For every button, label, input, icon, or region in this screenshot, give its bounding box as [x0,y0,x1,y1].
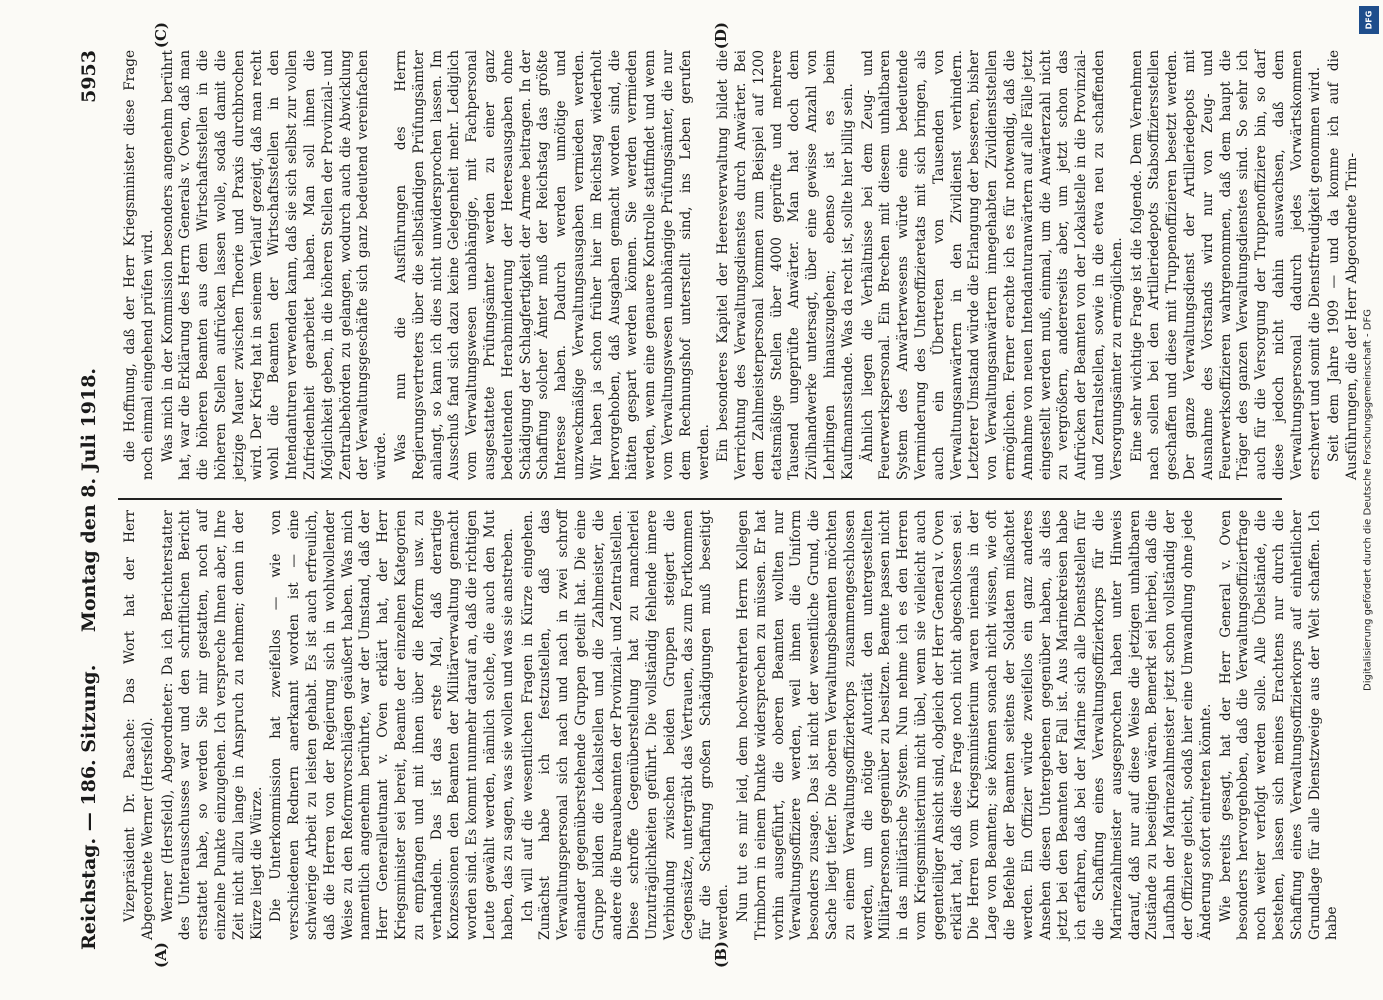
margin-mark-d: (D) [711,22,730,50]
running-head-date: Montag den 8. Juli 1918. [77,367,100,633]
digitization-footer-text: Digitalisierung gefördert durch die Deutsche Forschungsgemeinschaft - DFG [1362,308,1374,692]
paragraph: Was nun die Ausführungen des Herrn Regierungsvertreters über die selbständigen Prüfungsämter anlangt, so kann ich dies nicht unwidersprochen lassen. Im Ausschuß fand sich dazu keine Gelegenheit mehr. Lediglich vom Verwaltungswesen unabhängige, mit Fachpersonal ausgestattete Prüfungsämter werden zu einer ganz bedeutenden Herabminderung der Heeresausgaben ohne Schädigung der Schlagfertigkeit der Armee beitragen. In der Schaffung solcher Ämter muß der Reichstag das größte Interesse haben. Dadurch werden unnötige und unzweckmäßige Verwaltungsausgaben vermieden werden. Wir haben ja schon früher hier im Reichstag wiederholt hervorgehoben, daß Ausgaben gemacht worden sind, die hätten gespart werden können. Sie werden vermieden werden, wenn eine genauere Kontrolle stattfindet und wenn vom Verwaltungswesen unabhängige Prüfungsämter, die nur dem Rechnungshof unterstellt sind, ins Leben gerufen werden. [392,50,711,480]
running-head-left: Reichstag. — 186. Sitzung. [77,664,100,950]
margin-mark-a: (A) [151,942,170,968]
paragraph: Ein besonderes Kapitel der Heeresverwaltung bildet die Verrichtung des Verwaltungsdienstes durch Anwärter. Bei dem Zahlmeisterpersonal kommen zum Beispiel auf 1200 etatsmäßige Stellen über 4000 geprüfte und mehrere Tausend ungeprüfte Anwärter. Man hat doch dem Zivilhandwerke untersagt, über eine gewisse Anzahl von Lehrlingen hinauszugehen; ebenso ist es beim Kaufmannsstande. Was da recht ist, sollte hier billig sein. [714,50,856,480]
paragraph: Seit dem Jahre 1909 — und da komme ich auf die Ausführungen, die der Herr Abgeordnete Trim- [1325,50,1360,480]
paragraph: Vizepräsident Dr. Paasche: Das Wort hat der Herr Abgeordnete Werner (Hersfeld). [121,510,156,940]
running-head [78,50,118,950]
paragraph: Werner (Hersfeld), Abgeordneter: Da ich Berichterstatter des Unterausschusses war und den schriftlichen Bericht erstattet habe, so werden Sie mir gestatten, noch auf einzelne Punkte einzugehen. Ich verspreche Ihnen aber, Ihre Zeit nicht allzu lange in Anspruch zu nehmen; denn in der Kürze liegt die Würze. [159,510,265,940]
paragraph: Nun tut es mir leid, dem hochverehrten Herrn Kollegen Trimborn in einem Punkte widersprechen zu müssen. Er hat vorhin ausgeführt, die oberen Beamten wollten nur Verwaltungsoffiziere werden, weil ihnen die Uniform besonders zusage. Das ist nicht der wesentliche Grund, die Sache liegt tiefer. Die oberen Verwaltungsbeamten möchten zu einem Verwaltungsoffizierkorps zusammengeschlossen werden, um die nötige Autorität den untergestellten Militärpersonen gegenüber zu besitzen. Beamte passen nicht in das militärische System. Nun nehme ich es den Herren vom Kriegsministerium nicht übel, wenn sie vielleicht auch gegenteiliger Ansicht sind, obgleich der Herr General v. Oven erklärt hat, daß diese Frage noch nicht abgeschlossen sei. Die Herren vom Kriegsministerium waren niemals in der Lage von Beamten; sie können sonach nicht wissen, wie oft die Befehle der Beamten seitens der Soldaten mißachtet werden. Ein Offizier würde zweifellos ein ganz anderes Ansehen diesen Untergebenen gegenüber haben, als dies jetzt bei den Beamten der Fall ist. Aus Marinekreisen habe ich erfahren, daß bei der Marine sich alle Dienststellen für die Schaffung eines Verwaltungsoffizierkorps für die Marinezahlmeister ausgesprochen haben unter Hinweis darauf, daß nur auf diese Weise die jetzigen unhaltbaren Zustände zu beseitigen wären. Bemerkt sei hierbei, daß die Laufbahn der Marinezahlmeister jetzt schon vollständig der der Offiziere gleicht, sodaß hier eine Umwandlung ohne jede Änderung sofort eintreten könnte. [734,510,1214,940]
left-column [121,510,1340,940]
dfg-logo-text: DFG [1364,10,1374,30]
right-column [121,50,1360,480]
paragraph: Ich will auf die wesentlichen Fragen in Kürze eingehen. Zunächst habe ich festzustellen, daß das Verwaltungspersonal sich nach und nach in zwei schroff einander gegenüberstehende Gruppen geteilt hat. Die eine Gruppe bilden die Lokalstellen und die Zahlmeister, die andere die Bureaubeamten der Provinzial- und Zentralstellen. Diese schroffe Gegenüberstellung hat zu mancherlei Unzuträglichkeiten geführt. Die vollständig fehlende innere Verbindung zwischen beiden Gruppen steigert die Gegensätze, untergräbt das Vertrauen, das zum Fortkommen für die Schaffung großen Schädigungen muß beseitigt werden. [519,510,731,940]
paragraph: Eine sehr wichtige Frage ist die folgende. Dem Vernehmen nach sollen bei den Artilleriedepots Stabsoffiziersstellen geschaffen und diese mit Truppenoffizieren besetzt werden. Der ganze Verwaltungsdienst der Artilleriedepots mit Ausnahme des Vorstands wird nur von Zeug- und Feuerwerksoffizieren wahrgenommen, daß dem haupt die Träger des ganzen Verwaltungsdienstes sind. So sehr ich auch für die Versorgung der Truppenoffiziere bin, so darf diese jedoch nicht dahin auswachsen, daß dem Verwaltungspersonal dadurch jedes Vorwärtskommen erschwert und somit die Dienstfreudigkeit genommen wird. [1128,50,1323,480]
dfg-logo [1359,6,1379,34]
paragraph: die Hoffnung, daß der Herr Kriegsminister diese Frage noch einmal eingehend prüfen wird. [121,50,156,480]
page-number: 5953 [77,50,100,103]
margin-mark-b: (B) [711,941,730,968]
paragraph: Ähnlich liegen die Verhältnisse bei dem Zeug- und Feuerwerkspersonal. Ein Brechen mit diesem unhaltbaren System des Anwärterwesens würde eine bedeutende Verminderung des Unteroffizieretats mit sich bringen, als auch ein Übertreten von Tausenden von Verwaltungsanwärtern in den Zivildienst verhindern. Letzterer Umstand würde die Erlangung der besseren, bisher von Verwaltungsanwärtern innegehabten Zivildienststellen ermöglichen. Ferner erachte ich es für notwendig, daß die Annahme von neuen Intendanturanwärtern auf alle Fälle jetzt eingestellt werden muß, einmal, um die Anwärterzahl nicht zu vergrößern, andererseits aber, um jetzt schon das Aufrücken der Beamten von der Lokalstelle in die Provinzial- und Zentralstellen, sowie in die etwa neu zu schaffenden Versorgungsämter zu ermöglichen. [859,50,1125,480]
margin-mark-c: (C) [151,22,170,49]
digitization-footer [1359,40,1377,960]
column-rule [118,498,1282,500]
paragraph: Die Unterkommission hat zweifellos — wie von verschiedenen Rednern anerkannt worden ist — eine schwierige Arbeit zu leisten gehabt. Es ist auch erfreulich, daß die Herren von der Regierung sich in wohlwollender Weise zu den Reformvorschlägen geäußert haben. Was mich namentlich angenehm berührte, war der Umstand, daß der Herr Generalleutnant v. Oven erklärt hat, der Herr Kriegsminister sei bereit, Beamte der einzelnen Kategorien zu empfangen und mit ihnen über die Reform usw. zu verhandeln. Das ist das erste Mal, daß derartige Konzessionen den Beamten der Militärverwaltung gemacht worden sind. Es kommt nunmehr darauf an, daß die richtigen Leute gewählt werden, nämlich solche, die auch den Mut haben, das zu sagen, was sie wollen und was sie anstreben. [267,510,516,940]
paragraph: Was mich in der Kommission besonders angenehm berührt hat, war die Erklärung des Herrn Generals v. Oven, daß man die höheren Beamten aus dem Wirtschaftsstellen in die höheren Stellen aufrücken lassen wolle, sodaß damit die jetzige Mauer zwischen Theorie und Praxis durchbrochen wird. Der Krieg hat in seinem Verlauf gezeigt, daß man recht wohl die Beamten der Wirtschaftsstellen in den Intendanturen verwenden kann, daß sie sich selbst zur vollen Zufriedenheit gearbeitet haben. Man soll ihnen die Möglichkeit geben, in die höheren Stellen der Provinzial- und Zentralbehörden zu gelangen, wodurch auch die Abwicklung der Verwaltungsgeschäfte sich ganz bedeutend vereinfachen würde. [159,50,389,480]
rotated-page-content [72,22,1360,970]
paragraph: Wie bereits gesagt, hat der Herr General v. Oven besonders hervorgehoben, daß die Verwaltungsoffizierfrage noch weiter verfolgt werden solle. Alle Übelstände, die bestehen, lassen sich meines Erachtens nur durch die Schaffung eines Verwaltungsoffizierkorps auf einheitlicher Grundlage für alle Dienstzweige aus der Welt schaffen. Ich habe [1217,510,1340,940]
